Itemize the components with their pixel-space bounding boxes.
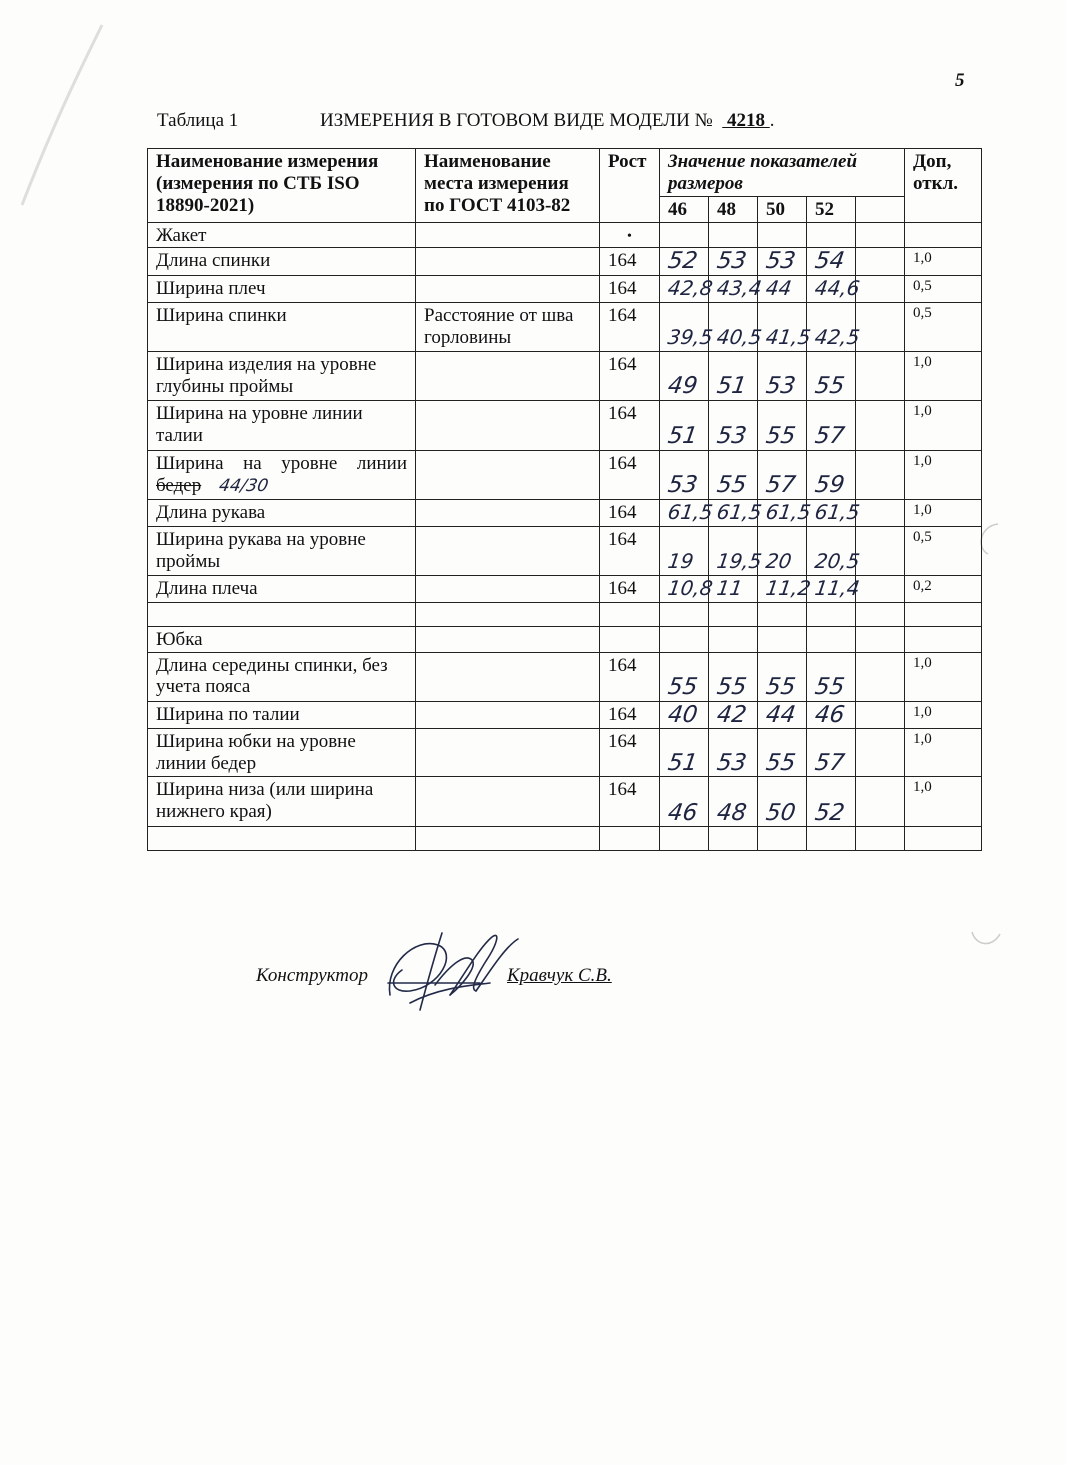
empty-cell (660, 827, 709, 851)
measurement-location (416, 526, 600, 575)
empty-cell (807, 827, 856, 851)
handwritten-value: 55 (715, 673, 749, 700)
model-number-value: 4218 (726, 110, 765, 131)
measurement-height: 164 (600, 729, 660, 777)
measurement-name: Длина середины спинки, без учета пояса (148, 652, 416, 701)
tolerance-value: 1,0 (905, 352, 982, 401)
measurement-name (148, 451, 416, 500)
page-number: 5 (955, 70, 965, 91)
measurement-height: 164 (600, 276, 660, 303)
measurement-name: Длина плеча (148, 575, 416, 602)
handwritten-value: 43,4 (715, 276, 764, 301)
handwritten-value: 10,8 (666, 575, 715, 600)
section-title-jacket: Жакет (148, 222, 416, 248)
handwritten-value: 51 (666, 423, 700, 450)
handwritten-value: 49 (666, 373, 700, 400)
handwritten-value: 55 (813, 373, 847, 400)
handwritten-value: 52 (813, 799, 847, 826)
handwritten-value: 52 (666, 248, 700, 275)
handwritten-value: 55 (666, 673, 700, 700)
empty-cell (600, 827, 660, 851)
handwritten-value: 44,6 (813, 276, 862, 301)
measurement-name: Ширина плеч (148, 276, 416, 303)
measurement-name: Ширина на уровне линии талии (148, 401, 416, 451)
signature-block (256, 965, 612, 987)
scan-streak (10, 20, 110, 220)
header-measurement-name: Наименование измерения (измерения по СТБ ISO 18890-2021) (148, 149, 416, 223)
tolerance-value: 1,0 (905, 777, 982, 827)
table-row (148, 526, 982, 575)
tolerance-value: 1,0 (905, 701, 982, 729)
signature-role: Конструктор (256, 965, 369, 986)
signature-name: Кравчук С.В. (507, 965, 612, 986)
empty-cell (807, 626, 856, 652)
empty-cell (905, 626, 982, 652)
header-row (148, 149, 982, 197)
handwritten-value: 54 (813, 248, 847, 275)
handwritten-value: 11 (715, 575, 745, 600)
measurement-location (416, 729, 600, 777)
table-row (148, 303, 982, 352)
blank-row (148, 602, 982, 626)
handwritten-value: 57 (813, 749, 847, 776)
handwritten-value: 51 (666, 749, 700, 776)
tolerance-value: 1,0 (905, 729, 982, 777)
handwritten-value: 53 (666, 472, 700, 499)
section-row (148, 626, 982, 652)
handwritten-value: 61,5 (813, 500, 862, 525)
measurement-location: Расстояние от шва горловины (416, 303, 600, 352)
measurement-height: 164 (600, 248, 660, 276)
size-empty (856, 196, 905, 222)
empty-cell (416, 827, 600, 851)
measurement-height: 164 (600, 401, 660, 451)
table-row (148, 276, 982, 303)
empty-cell (148, 602, 416, 626)
handwritten-value: 42,8 (666, 276, 715, 301)
empty-cell (856, 500, 905, 527)
empty-cell (856, 248, 905, 276)
tolerance-value: 1,0 (905, 248, 982, 276)
handwritten-value: 42 (715, 701, 749, 728)
empty-cell (856, 652, 905, 701)
handwritten-value: 48 (715, 799, 749, 826)
table-row (148, 701, 982, 729)
handwritten-value: 40 (666, 701, 700, 728)
tolerance-value: 0,5 (905, 303, 982, 352)
blank-row (148, 827, 982, 851)
tolerance-value: 1,0 (905, 451, 982, 500)
handwritten-value: 55 (813, 673, 847, 700)
handwritten-value: 11,4 (813, 575, 862, 600)
empty-cell (856, 352, 905, 401)
handwritten-value: 19 (666, 549, 696, 574)
measurement-height: 164 (600, 352, 660, 401)
empty-cell (856, 451, 905, 500)
empty-cell (758, 626, 807, 652)
measurement-height: 164 (600, 303, 660, 352)
measurement-name: Длина рукава (148, 500, 416, 527)
measurement-height: 164 (600, 777, 660, 827)
table-row (148, 652, 982, 701)
empty-cell (709, 626, 758, 652)
empty-cell (758, 222, 807, 248)
measurement-name: Ширина спинки (148, 303, 416, 352)
empty-cell (905, 827, 982, 851)
handwritten-value: 61,5 (715, 500, 764, 525)
empty-cell (856, 222, 905, 248)
size-46: 46 (660, 196, 709, 222)
handwritten-value: 41,5 (764, 325, 813, 350)
measurement-name: Длина спинки (148, 248, 416, 276)
measurement-height: 164 (600, 652, 660, 701)
table-row (148, 352, 982, 401)
handwritten-value: 59 (813, 472, 847, 499)
empty-cell (709, 222, 758, 248)
empty-cell (856, 526, 905, 575)
empty-cell (856, 626, 905, 652)
measurement-name-main: Ширина на уровне линии (156, 453, 407, 475)
empty-cell (856, 602, 905, 626)
measurement-location (416, 451, 600, 500)
table-caption (157, 110, 957, 132)
measurement-location (416, 575, 600, 602)
tolerance-value: 1,0 (905, 652, 982, 701)
measurement-location (416, 352, 600, 401)
handwritten-value: 51 (715, 373, 749, 400)
measurement-name: Ширина по талии (148, 701, 416, 729)
size-52: 52 (807, 196, 856, 222)
measurement-location (416, 248, 600, 276)
table-row (148, 248, 982, 276)
handwritten-value: 57 (764, 472, 798, 499)
empty-cell (905, 222, 982, 248)
empty-cell (758, 827, 807, 851)
section-row (148, 222, 982, 248)
handwritten-value: 53 (715, 749, 749, 776)
handwritten-value: 40,5 (715, 325, 764, 350)
table-title-text: ИЗМЕРЕНИЯ В ГОТОВОМ ВИДЕ МОДЕЛИ № (320, 110, 713, 131)
measurement-location (416, 500, 600, 527)
empty-cell (856, 827, 905, 851)
empty-cell (807, 602, 856, 626)
handwritten-value: 44 (764, 701, 798, 728)
measurement-name: Ширина юбки на уровне линии бедер (148, 729, 416, 777)
table-row (148, 451, 982, 500)
handwritten-signature (380, 925, 530, 1020)
handwritten-value: 55 (715, 472, 749, 499)
tolerance-value: 1,0 (905, 500, 982, 527)
tolerance-value: 1,0 (905, 401, 982, 451)
measurement-height: 164 (600, 451, 660, 500)
empty-cell (416, 626, 600, 652)
handwritten-value: 19,5 (715, 549, 764, 574)
empty-cell (148, 827, 416, 851)
header-location-name: Наименование места измерения по ГОСТ 4103-82 (416, 149, 600, 223)
table-row (148, 575, 982, 602)
handwritten-value: 39,5 (666, 325, 715, 350)
empty-cell (807, 222, 856, 248)
handwritten-value: 44 (764, 276, 794, 301)
handwritten-value: 20 (764, 549, 794, 574)
empty-cell (660, 626, 709, 652)
table-row (148, 500, 982, 527)
empty-cell (709, 827, 758, 851)
empty-cell (856, 303, 905, 352)
struck-word: бедер (156, 474, 202, 496)
handwritten-value: 11,2 (764, 575, 813, 600)
handwritten-value: 61,5 (666, 500, 715, 525)
handwritten-value: 46 (666, 799, 700, 826)
empty-cell (600, 626, 660, 652)
empty-cell (758, 602, 807, 626)
table-row (148, 729, 982, 777)
empty-cell (660, 222, 709, 248)
table-row (148, 401, 982, 451)
table-title (320, 110, 774, 132)
punch-hole-shadow (966, 920, 1006, 960)
size-48: 48 (709, 196, 758, 222)
measurement-location (416, 777, 600, 827)
measurements-table (147, 148, 982, 851)
model-number (722, 110, 770, 131)
size-50: 50 (758, 196, 807, 222)
empty-cell (856, 701, 905, 729)
measurement-height: 164 (600, 526, 660, 575)
tolerance-value: 0,5 (905, 526, 982, 575)
empty-cell (856, 777, 905, 827)
empty-cell (600, 602, 660, 626)
empty-cell (416, 602, 600, 626)
handwritten-value: 53 (715, 248, 749, 275)
section-title-skirt: Юбка (148, 626, 416, 652)
empty-cell (905, 602, 982, 626)
measurement-name: Ширина изделия на уровне глубины проймы (148, 352, 416, 401)
handwritten-value: 46 (813, 701, 847, 728)
caption-trailing: . (769, 110, 775, 131)
handwritten-value: 50 (764, 799, 798, 826)
handwritten-value: 57 (813, 423, 847, 450)
header-size-values: Значение показателей размеров (660, 149, 905, 197)
handwritten-note: 44/30 (217, 475, 271, 496)
measurement-height: 164 (600, 701, 660, 729)
measurement-location (416, 276, 600, 303)
header-height: Рост (600, 149, 660, 223)
handwritten-value: 61,5 (764, 500, 813, 525)
empty-cell: • (600, 222, 660, 248)
empty-cell (709, 602, 758, 626)
handwritten-value: 55 (764, 673, 798, 700)
handwritten-value: 55 (764, 423, 798, 450)
handwritten-value: 55 (764, 749, 798, 776)
measurement-location (416, 652, 600, 701)
measurement-location (416, 401, 600, 451)
empty-cell (856, 575, 905, 602)
measurement-name: Ширина рукава на уровне проймы (148, 526, 416, 575)
table-label: Таблица 1 (157, 110, 239, 131)
tolerance-value: 0,2 (905, 575, 982, 602)
handwritten-value: 20,5 (813, 549, 862, 574)
empty-cell (856, 276, 905, 303)
measurement-height: 164 (600, 575, 660, 602)
handwritten-value: 53 (715, 423, 749, 450)
tolerance-value: 0,5 (905, 276, 982, 303)
empty-cell (416, 222, 600, 248)
handwritten-value: 53 (764, 248, 798, 275)
measurement-location (416, 701, 600, 729)
handwritten-value: 42,5 (813, 325, 862, 350)
empty-cell (856, 729, 905, 777)
measurement-height: 164 (600, 500, 660, 527)
header-tolerance: Доп, откл. (905, 149, 982, 223)
empty-cell (660, 602, 709, 626)
table-row (148, 777, 982, 827)
measurement-name: Ширина низа (или ширина нижнего края) (148, 777, 416, 827)
handwritten-value: 53 (764, 373, 798, 400)
empty-cell (856, 401, 905, 451)
